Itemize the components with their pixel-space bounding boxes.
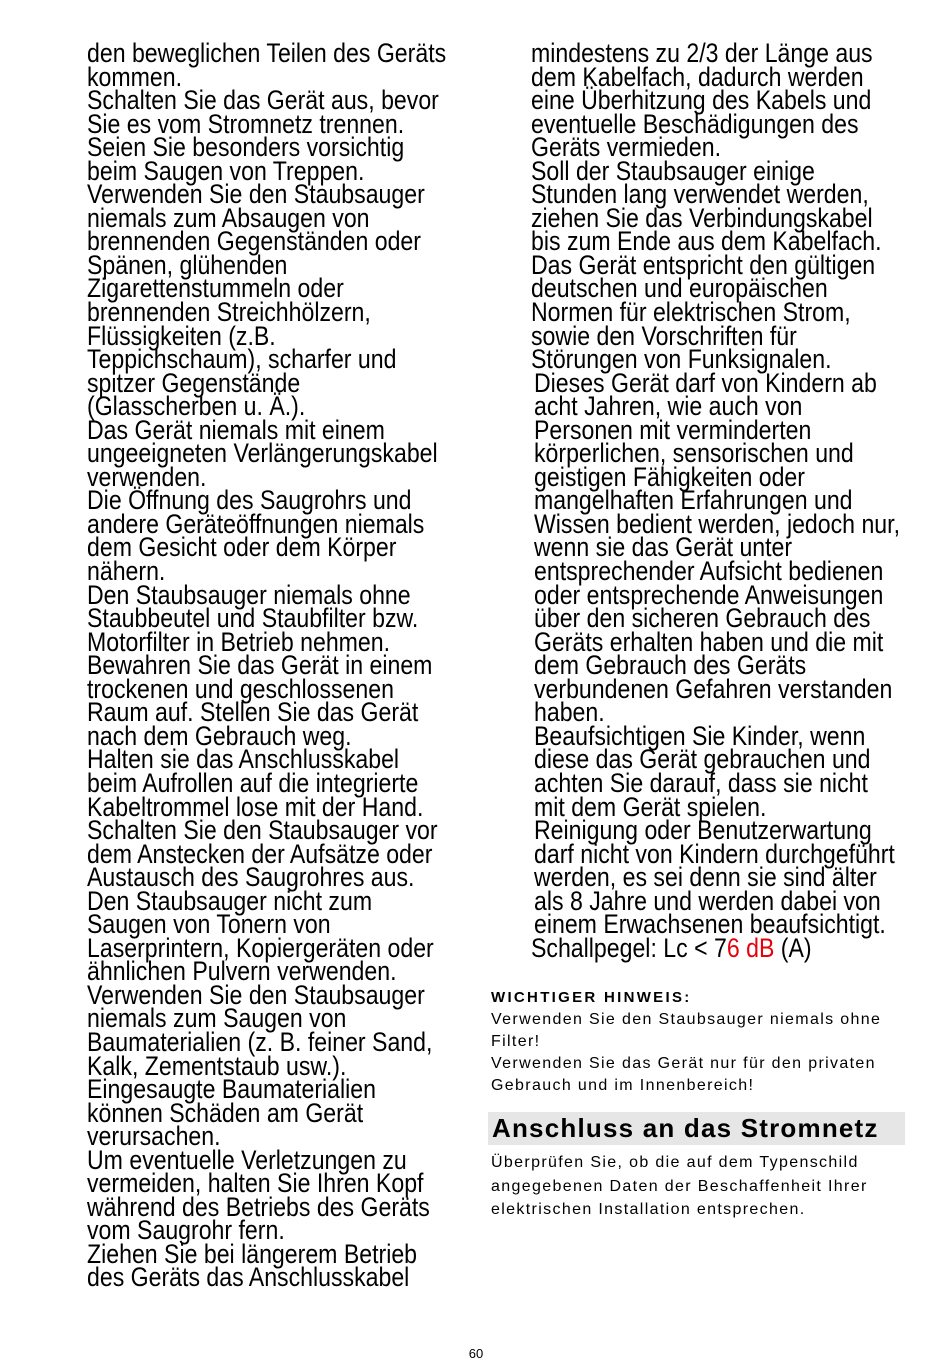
right-column-line: dem Kabelfach, dadurch werden: [531, 61, 864, 92]
left-column-line: (Glasscherben u. Ä.).: [87, 391, 306, 422]
left-column-line: Bewahren Sie das Gerät in einem: [87, 650, 433, 681]
right-column-line: deutschen und europäischen: [531, 273, 828, 304]
left-column-line: Saugen von Tonern von: [87, 909, 331, 940]
left-column-line: Schalten Sie das Gerät aus, bevor: [87, 85, 439, 116]
child-safety-line: Reinigung oder Benutzerwartung: [533, 815, 872, 846]
child-safety-line: mangelhaften Erfahrungen und: [533, 485, 853, 516]
left-column-line: brennenden Streichhölzern,: [87, 297, 371, 328]
left-column-line: dem Anstecken der Aufsätze oder: [87, 838, 433, 869]
left-column-line: nach dem Gebrauch weg.: [87, 720, 352, 751]
left-column-line: können Schäden am Gerät: [87, 1097, 364, 1128]
left-column-line: Den Staubsauger nicht zum: [87, 885, 373, 916]
right-column-line: eine Überhitzung des Kabels und: [531, 85, 872, 116]
notice-line: Gebrauch und im Innenbereich!: [491, 1077, 755, 1094]
left-column-line: des Geräts das Anschlusskabel: [87, 1262, 410, 1293]
right-column: [531, 38, 907, 963]
left-column-line: Laserprintern, Kopiergeräten oder: [87, 932, 434, 963]
left-column-line: Den Staubsauger niemals ohne: [87, 579, 411, 610]
left-column-line: brennenden Gegenständen oder: [87, 226, 421, 257]
left-column-line: verursachen.: [87, 1121, 221, 1152]
left-column-line: dem Gesicht oder dem Körper: [87, 532, 397, 563]
page-number: 60: [468, 1346, 484, 1361]
left-column-line: nähern.: [87, 556, 166, 587]
left-column-line: Um eventuelle Verletzungen zu: [87, 1144, 407, 1175]
sound-level-highlight: 6 dB: [726, 932, 775, 963]
section-line: angegebenen Daten der Beschaffenheit Ihrer: [491, 1177, 868, 1195]
left-column-line: Kalk, Zementstaub usw.).: [87, 1050, 347, 1081]
right-column-line: sowie den Vorschriften für: [531, 320, 797, 351]
left-column-line: den beweglichen Teilen des Geräts: [87, 38, 447, 68]
left-column-line: Verwenden Sie den Staubsauger: [87, 179, 425, 210]
notice-line: Filter!: [491, 1033, 541, 1050]
notice-line: Verwenden Sie das Gerät nur für den privaten: [491, 1055, 876, 1072]
sound-level-line: [531, 932, 907, 963]
left-column-line: Zigarettenstummeln oder: [87, 273, 344, 304]
child-safety-line: haben.: [533, 697, 605, 728]
notice-title: WICHTIGER HINWEIS:: [491, 989, 692, 1006]
right-column-line: eventuelle Beschädigungen des: [531, 108, 859, 139]
left-column-line: Sie es vom Stromnetz trennen.: [87, 108, 405, 139]
right-column-line: bis zum Ende aus dem Kabelfach.: [531, 226, 882, 257]
right-column-line: Normen für elektrischen Strom,: [531, 297, 851, 328]
left-column: [87, 38, 463, 1293]
left-column-line: Ziehen Sie bei längerem Betrieb: [87, 1238, 418, 1269]
section-heading: Anschluss an das Stromnetz: [492, 1113, 879, 1143]
child-safety-line: achten Sie darauf, dass sie nicht: [533, 767, 868, 798]
left-column-line: Baumaterialien (z. B. feiner Sand,: [87, 1026, 433, 1057]
left-column-line: vermeiden, halten Sie Ihren Kopf: [87, 1168, 424, 1199]
right-column-line: Stunden lang verwendet werden,: [531, 179, 869, 210]
section-line: Überprüfen Sie, ob die auf dem Typenschild: [491, 1154, 859, 1171]
left-column-line: Raum auf. Stellen Sie das Gerät: [87, 697, 419, 728]
sound-level-label: Schallpegel: Lc < 7: [531, 932, 727, 963]
right-column-line: Soll der Staubsauger einige: [531, 155, 815, 186]
child-safety-line: oder entsprechende Anweisungen: [533, 579, 884, 610]
child-safety-line: Beaufsichtigen Sie Kinder, wenn: [533, 720, 866, 751]
left-column-line: ungeeigneten Verlängerungskabel: [87, 438, 438, 469]
child-safety-line: geistigen Fähigkeiten oder: [533, 461, 805, 492]
child-safety-line: dem Gebrauch des Geräts: [533, 650, 807, 681]
left-column-line: Flüssigkeiten (z.B.: [87, 320, 276, 351]
child-safety-line: Dieses Gerät darf von Kindern ab: [533, 367, 877, 398]
left-column-line: Eingesaugte Baumaterialien: [87, 1074, 376, 1105]
child-safety-line: einem Erwachsenen beaufsichtigt.: [533, 909, 886, 940]
left-column-line: Die Öffnung des Saugrohrs und: [87, 485, 412, 516]
left-column-line: während des Betriebs des Geräts: [87, 1191, 430, 1222]
right-column-line: ziehen Sie das Verbindungskabel: [531, 202, 873, 233]
child-safety-line: als 8 Jahre und werden dabei von: [533, 885, 881, 916]
left-column-line: beim Aufrollen auf die integrierte: [87, 767, 419, 798]
notice-line: Verwenden Sie den Staubsauger niemals ohne: [491, 1011, 882, 1028]
left-column-line: Seien Sie besonders vorsichtig: [87, 132, 405, 163]
left-column-line: Verwenden Sie den Staubsauger: [87, 979, 425, 1010]
child-safety-line: Geräts erhalten haben und die mit: [533, 626, 884, 657]
right-column-line: mindestens zu 2/3 der Länge aus: [531, 38, 873, 68]
child-safety-line: Personen mit verminderten: [533, 414, 812, 445]
child-safety-line: entsprechender Aufsicht bedienen: [533, 556, 884, 587]
left-column-line: Motorfilter in Betrieb nehmen.: [87, 626, 391, 657]
right-column-line: Störungen von Funksignalen.: [531, 344, 832, 375]
left-column-line: Das Gerät niemals mit einem: [87, 414, 385, 445]
child-safety-line: über den sicheren Gebrauch des: [533, 603, 871, 634]
left-column-line: Schalten Sie den Staubsauger vor: [87, 815, 438, 846]
child-safety-line: mit dem Gerät spielen.: [533, 791, 767, 822]
left-column-line: niemals zum Absaugen von: [87, 202, 370, 233]
child-safety-line: werden, es sei denn sie sind älter: [533, 862, 877, 893]
section-body: [491, 1151, 868, 1222]
left-column-line: Kabeltrommel lose mit der Hand.: [87, 791, 424, 822]
right-column-line: Das Gerät entspricht den gültigen: [531, 249, 876, 280]
left-column-line: Spänen, glühenden: [87, 249, 288, 280]
child-safety-line: körperlichen, sensorischen und: [533, 438, 854, 469]
left-column-line: trockenen und geschlossenen: [87, 673, 394, 704]
child-safety-line: diese das Gerät gebrauchen und: [533, 744, 871, 775]
left-column-line: ähnlichen Pulvern verwenden.: [87, 956, 397, 987]
right-column-line: Geräts vermieden.: [531, 132, 722, 163]
left-column-line: beim Saugen von Treppen.: [87, 155, 365, 186]
child-safety-line: verbundenen Gefahren verstanden: [533, 673, 893, 704]
left-column-line: andere Geräteöffnungen niemals: [87, 508, 425, 539]
left-column-line: Austausch des Saugrohres aus.: [87, 862, 415, 893]
left-column-line: vom Saugrohr fern.: [87, 1215, 285, 1246]
sound-level-unit: (A): [774, 932, 812, 963]
child-safety-line: Wissen bedient werden, jedoch nur,: [533, 508, 900, 539]
child-safety-line: darf nicht von Kindern durchgeführt: [533, 838, 895, 869]
left-column-line: verwenden.: [87, 461, 207, 492]
left-column-line: Halten sie das Anschlusskabel: [87, 744, 400, 775]
left-column-line: niemals zum Saugen von: [87, 1003, 347, 1034]
left-column-line: spitzer Gegenstände: [87, 367, 301, 398]
section-heading-bar: [488, 1112, 905, 1145]
section-line: elektrischen Installation entsprechen.: [491, 1201, 806, 1218]
child-safety-line: acht Jahren, wie auch von: [533, 391, 803, 422]
left-column-line: kommen.: [87, 61, 183, 92]
important-notice: [491, 987, 881, 1097]
child-safety-line: wenn sie das Gerät unter: [533, 532, 793, 563]
left-column-line: Staubbeutel und Staubfilter bzw.: [87, 603, 419, 634]
left-column-line: Teppichschaum), scharfer und: [87, 344, 397, 375]
